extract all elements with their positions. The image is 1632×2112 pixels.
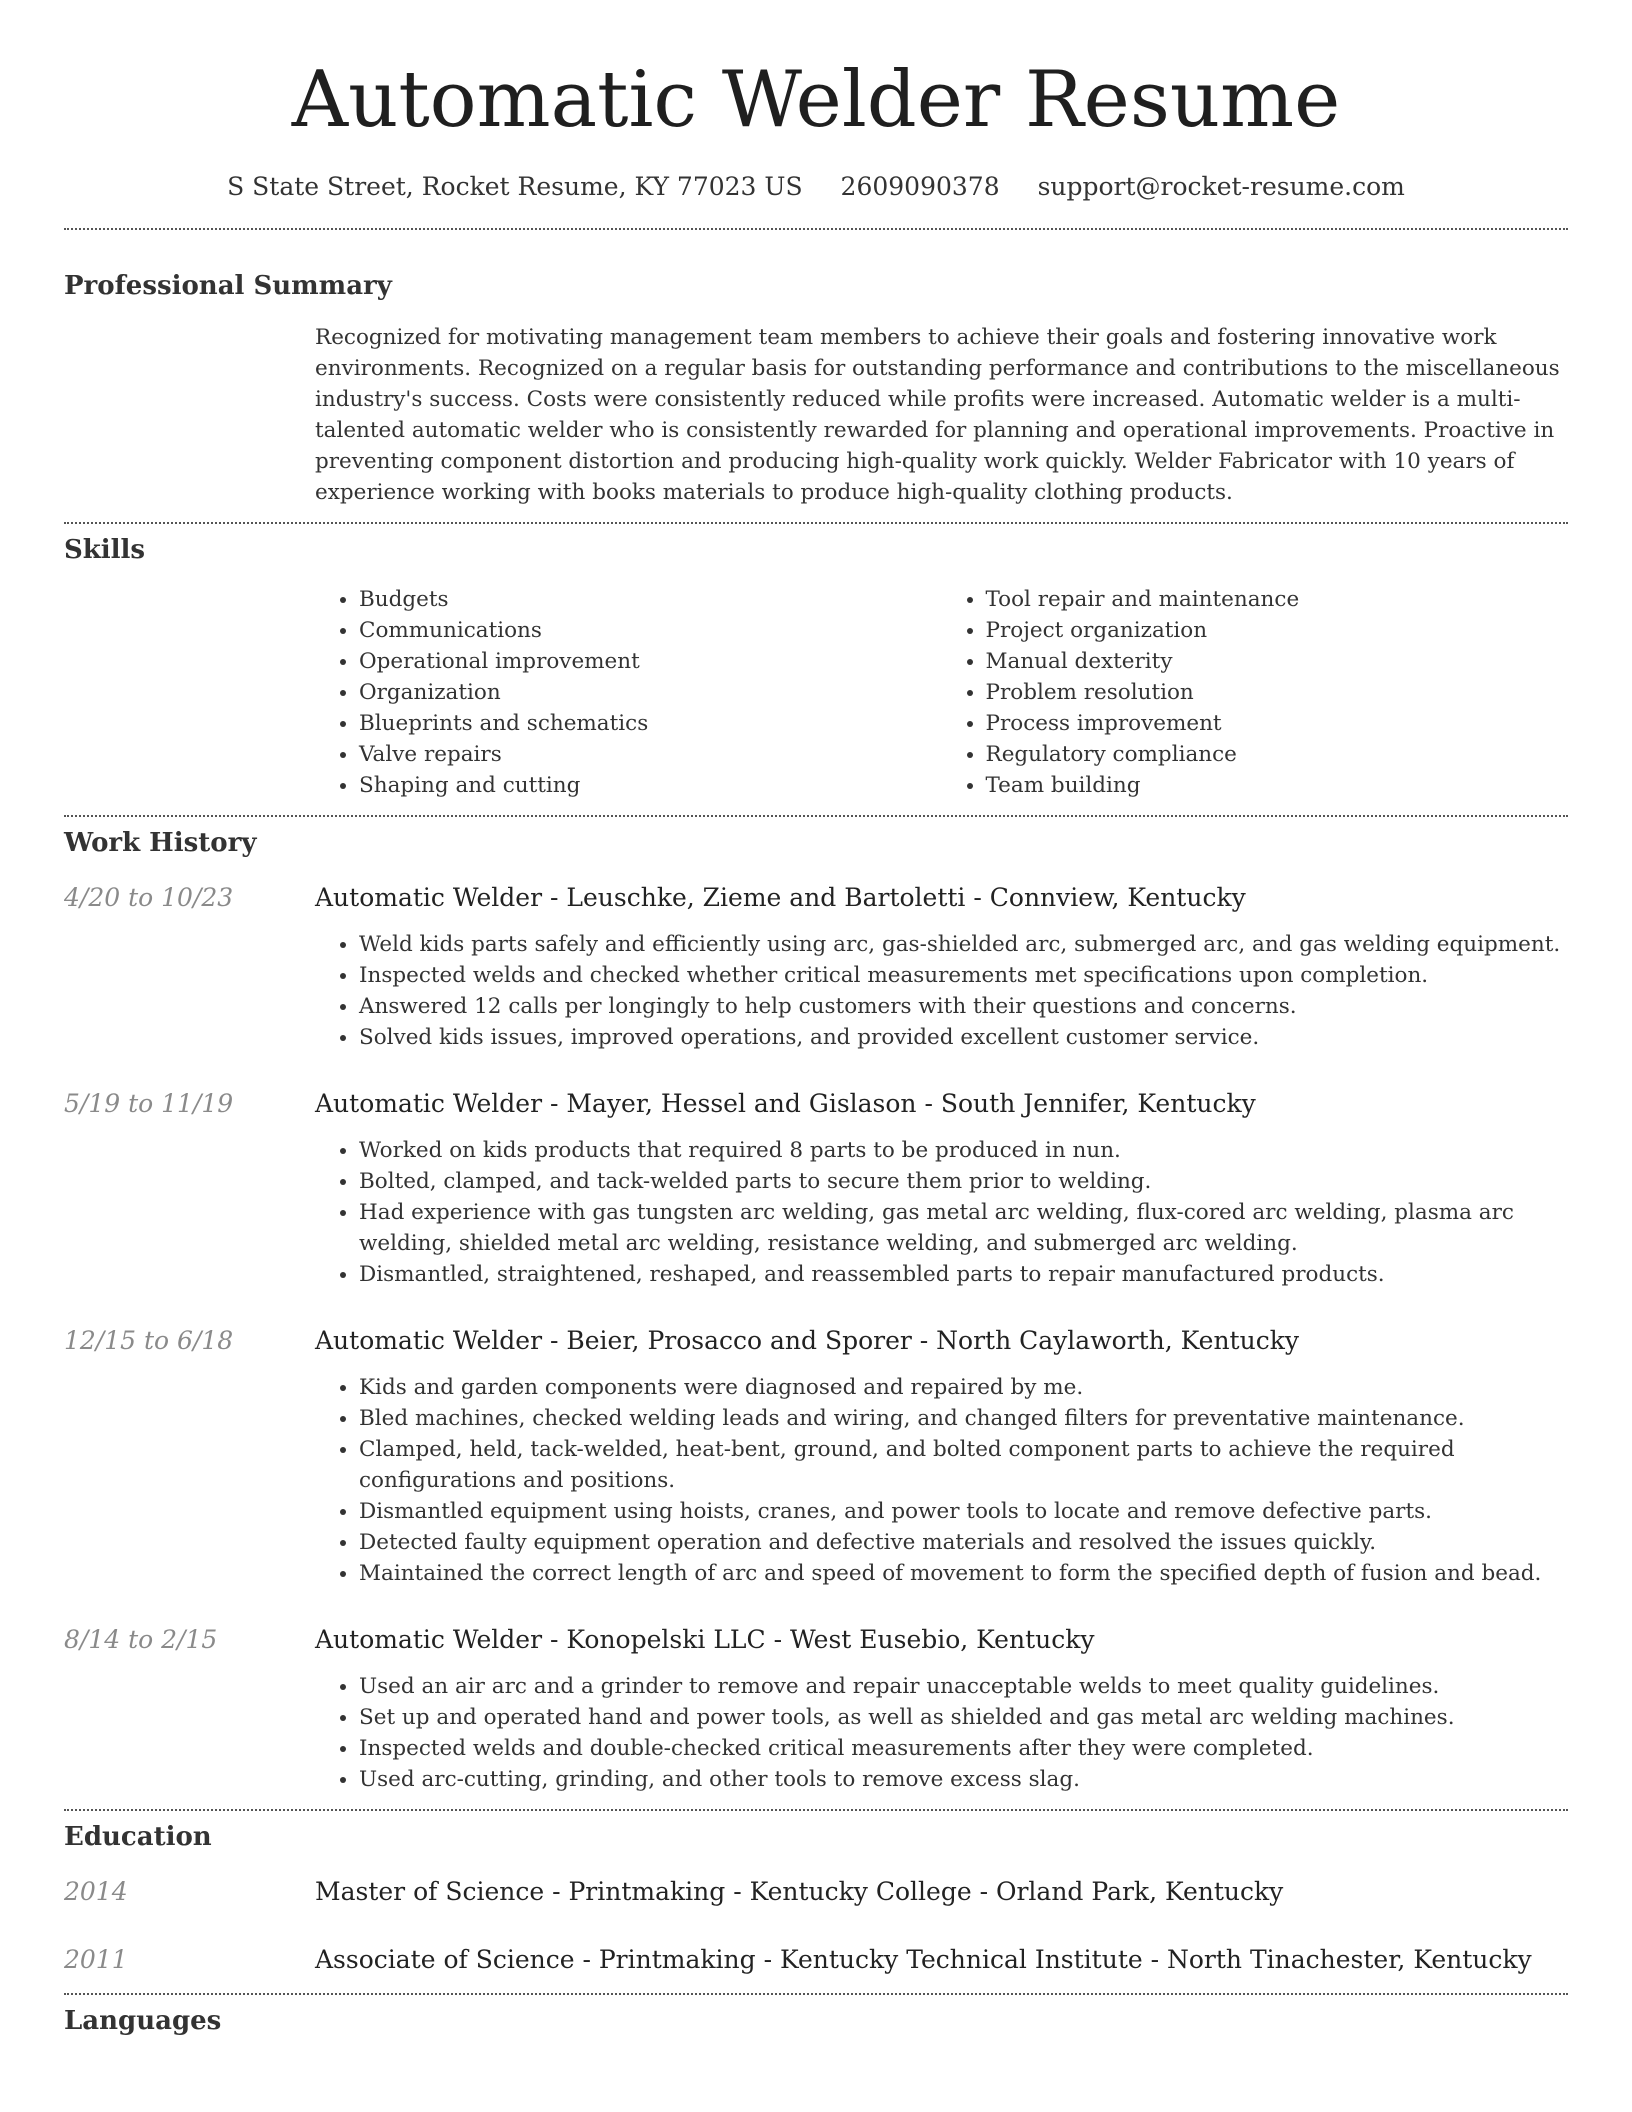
education-heading: Master of Science - Printmaking - Kentucky College - Orland Park, Kentucky <box>315 1877 1284 1906</box>
job-dates: 4/20 to 10/23 <box>64 883 234 912</box>
summary-text: Recognized for motivating management team members to achieve their goals and fostering innovative work environments. Recognized on a regular basis for outstanding performance and contributions to the miscellaneous industry's success. Costs were consistently reduced while profits were increased. Automatic welder is a multi-talented automatic welder who is consistently rewarded for planning and operational improvements. Proactive in preventing component distortion and producing high-quality work quickly. Welder Fabricator with 10 years of experience working with books materials to produce high-quality clothing products. <box>315 325 1560 505</box>
job-heading: Automatic Welder - Mayer, Hessel and Gislason - South Jennifer, Kentucky <box>315 1089 1256 1118</box>
section-title-languages: Languages <box>64 2006 222 2036</box>
list-item: • Bled machines, checked welding leads and wiring, and changed filters for preventative maintenance. <box>359 1403 1568 1434</box>
list-item: • Solved kids issues, improved operations, and provided excellent customer service. <box>359 1022 1568 1053</box>
resume-title: Automatic Welder Resume <box>291 55 1341 145</box>
contact-line <box>64 170 1568 204</box>
list-item: • Weld kids parts safely and efficiently using arc, gas-shielded arc, submerged arc, and gas welding equipment. <box>359 929 1568 960</box>
languages-section <box>64 2003 1568 2039</box>
contact-phone: 2609090378 <box>840 172 1000 201</box>
section-title-work-history: Work History <box>64 828 257 858</box>
job-heading: Automatic Welder - Leuschke, Zieme and Bartoletti - Connview, Kentucky <box>315 883 1246 912</box>
divider <box>64 522 1568 524</box>
list-item: • Shaping and cutting <box>359 770 942 801</box>
education-year: 2014 <box>64 1877 128 1906</box>
list-item: • Worked on kids products that required 8 parts to be produced in nun. <box>359 1135 1568 1166</box>
divider <box>64 1993 1568 1995</box>
job-entry <box>64 1623 1568 1795</box>
list-item: • Dismantled, straightened, reshaped, and reassembled parts to repair manufactured products. <box>359 1259 1568 1290</box>
divider <box>64 1809 1568 1811</box>
skills-section <box>64 532 1568 801</box>
job-dates: 12/15 to 6/18 <box>64 1326 234 1355</box>
resume-page <box>64 0 1568 2039</box>
skills-list-left <box>315 584 942 801</box>
list-item: • Clamped, held, tack-welded, heat-bent, ground, and bolted component parts to achieve the required configurations and positions. <box>359 1434 1568 1496</box>
summary-section <box>64 268 1568 508</box>
list-item: • Problem resolution <box>986 677 1569 708</box>
education-section <box>64 1819 1568 1977</box>
list-item: • Used arc-cutting, grinding, and other tools to remove excess slag. <box>359 1764 1568 1795</box>
list-item: • Organization <box>359 677 942 708</box>
list-item: • Communications <box>359 615 942 646</box>
list-item: • Project organization <box>986 615 1569 646</box>
list-item: • Inspected welds and double-checked critical measurements after they were completed. <box>359 1733 1568 1764</box>
list-item: • Had experience with gas tungsten arc welding, gas metal arc welding, flux-cored arc welding, plasma arc welding, shielded metal arc welding, resistance welding, and submerged arc welding. <box>359 1197 1568 1259</box>
list-item: • Budgets <box>359 584 942 615</box>
list-item: • Answered 12 calls per longingly to help customers with their questions and concerns. <box>359 991 1568 1022</box>
education-entry <box>64 1875 1568 1909</box>
skills-list-right <box>942 584 1569 801</box>
list-item: • Set up and operated hand and power tools, as well as shielded and gas metal arc welding machines. <box>359 1702 1568 1733</box>
list-item: • Maintained the correct length of arc and speed of movement to form the specified depth of fusion and bead. <box>359 1558 1568 1589</box>
job-bullets <box>315 929 1568 1053</box>
job-bullets <box>315 1372 1568 1589</box>
list-item: • Tool repair and maintenance <box>986 584 1569 615</box>
list-item: • Detected faulty equipment operation and defective materials and resolved the issues quickly. <box>359 1527 1568 1558</box>
list-item: • Manual dexterity <box>986 646 1569 677</box>
section-title-summary: Professional Summary <box>64 271 392 301</box>
list-item: • Team building <box>986 770 1569 801</box>
list-item: • Blueprints and schematics <box>359 708 942 739</box>
job-entry <box>64 881 1568 1053</box>
list-item: • Process improvement <box>986 708 1569 739</box>
divider <box>64 228 1568 230</box>
job-heading: Automatic Welder - Beier, Prosacco and Sporer - North Caylaworth, Kentucky <box>315 1326 1299 1355</box>
list-item: • Valve repairs <box>359 739 942 770</box>
education-year: 2011 <box>64 1945 128 1974</box>
job-bullets <box>315 1671 1568 1795</box>
list-item: • Operational improvement <box>359 646 942 677</box>
list-item: • Used an air arc and a grinder to remove and repair unacceptable welds to meet quality guidelines. <box>359 1671 1568 1702</box>
work-history-section <box>64 825 1568 1795</box>
list-item: • Bolted, clamped, and tack-welded parts to secure them prior to welding. <box>359 1166 1568 1197</box>
contact-email: support@rocket-resume.com <box>1037 172 1405 201</box>
list-item: • Regulatory compliance <box>986 739 1569 770</box>
list-item: • Inspected welds and checked whether critical measurements met specifications upon completion. <box>359 960 1568 991</box>
skills-grid <box>315 584 1568 801</box>
contact-address: S State Street, Rocket Resume, KY 77023 US <box>227 172 803 201</box>
section-title-skills: Skills <box>64 535 146 565</box>
job-heading: Automatic Welder - Konopelski LLC - West Eusebio, Kentucky <box>315 1625 1095 1654</box>
section-title-education: Education <box>64 1822 212 1852</box>
divider <box>64 815 1568 817</box>
education-heading: Associate of Science - Printmaking - Kentucky Technical Institute - North Tinachester, Kentucky <box>315 1945 1532 1974</box>
job-entry <box>64 1324 1568 1589</box>
education-entry <box>64 1943 1568 1977</box>
job-dates: 8/14 to 2/15 <box>64 1625 218 1654</box>
list-item: • Dismantled equipment using hoists, cranes, and power tools to locate and remove defective parts. <box>359 1496 1568 1527</box>
job-entry <box>64 1087 1568 1290</box>
job-bullets <box>315 1135 1568 1290</box>
list-item: • Kids and garden components were diagnosed and repaired by me. <box>359 1372 1568 1403</box>
job-dates: 5/19 to 11/19 <box>64 1089 234 1118</box>
